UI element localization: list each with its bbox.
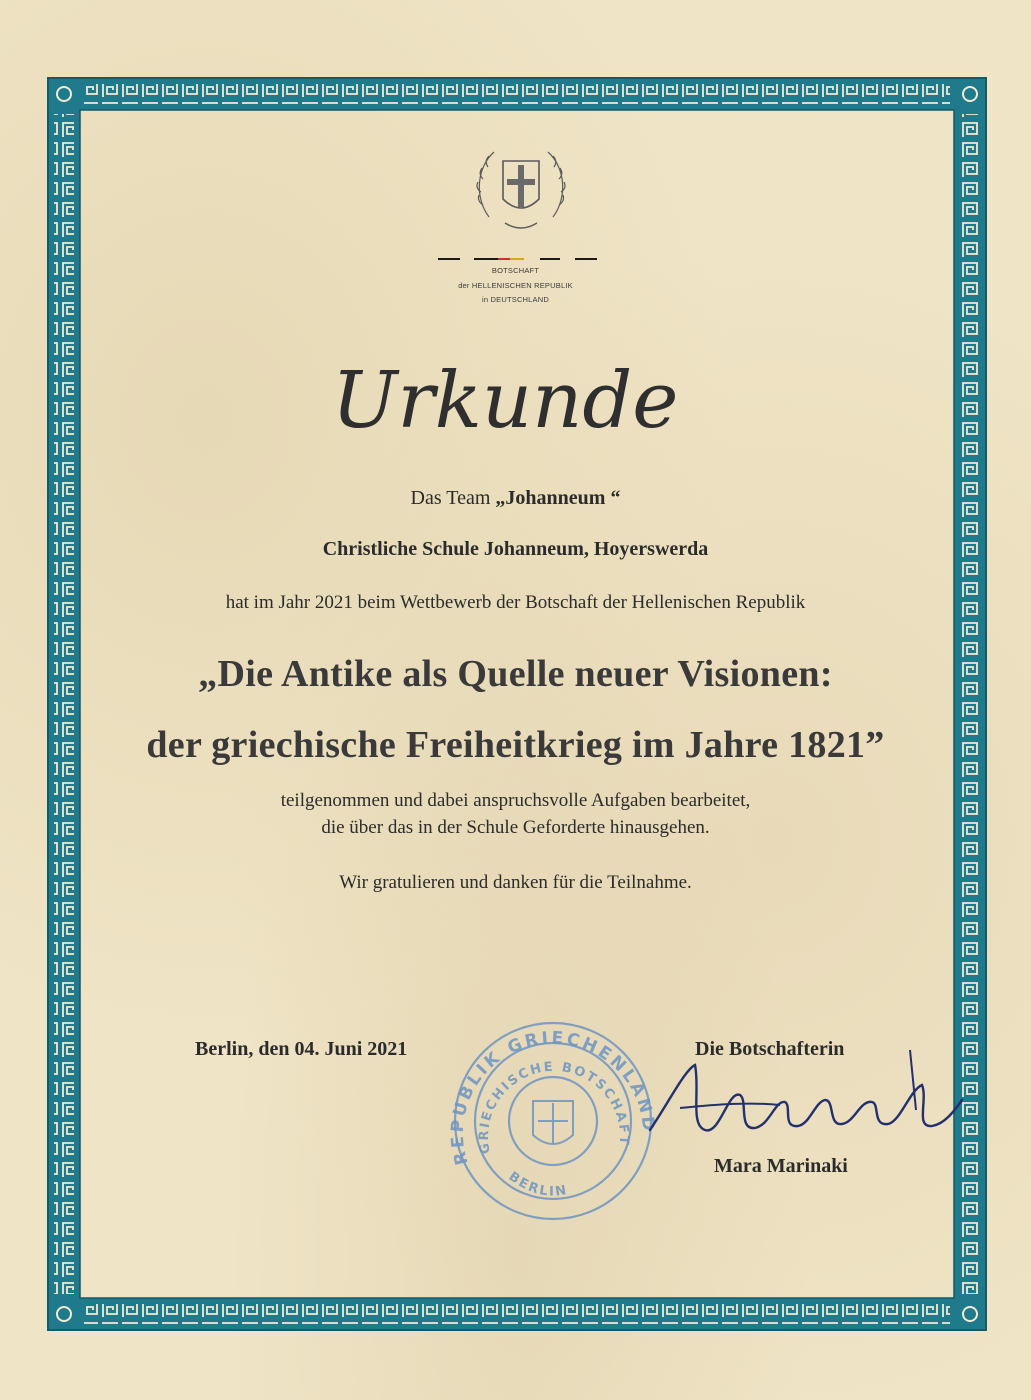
place-date: Berlin, den 04. Juni 2021 [195,1038,408,1060]
embassy-line-2: der HELLENISCHEN REPUBLIK [458,281,573,290]
body-line-1: teilgenommen und dabei anspruchsvolle Aufgaben bearbeitet, [280,790,751,811]
stamp-crest-icon [533,1101,573,1144]
competition-title-line-2: der griechische Freiheitkrieg im Jahre 1821” [146,724,885,766]
intro-text: hat im Jahr 2021 beim Wettbewerb der Botschaft der Hellenischen Republik [225,592,806,613]
handwritten-signature [610,1030,970,1170]
team-prefix: Das Team [410,487,496,509]
greek-coat-of-arms-icon [469,137,573,241]
stamp-city-text: BERLIN [505,1169,570,1200]
signatory-name: Mara Marinaki [714,1155,848,1177]
body-line-3: Wir gratulieren und danken für die Teilnahme. [339,872,692,893]
heading-text: Urkunde [331,356,679,446]
flag-stripe-red [498,258,510,260]
team-name: „Johanneum “ [495,487,621,509]
svg-text:BERLIN [506,1169,569,1200]
flag-stripe-black [575,258,597,260]
body-line-2: die über das in der Schule Geforderte hinausgehen. [321,817,710,838]
stamp-inner-text: GRIECHISCHE BOTSCHAFT [476,1059,632,1155]
flag-stripe-black [540,258,560,260]
svg-text:GRIECHISCHE BOTSCHAFT [477,1060,631,1155]
school-name: Christliche Schule Johanneum, Hoyerswerda [322,538,709,560]
flag-stripe-black [474,258,498,260]
embassy-line-3: in DEUTSCHLAND [482,295,549,304]
embassy-line-1: BOTSCHAFT [491,266,540,275]
flag-stripe-black [438,258,460,260]
flag-stripe-gold [510,258,524,260]
certificate-heading [331,345,679,455]
team-line [0,487,1031,510]
stamp-outer-text: REPUBLIK GRIECHENLAND [447,1028,659,1167]
competition-title-line-1: „Die Antike als Quelle neuer Visionen: [198,653,833,695]
signatory-role: Die Botschafterin [695,1038,845,1060]
